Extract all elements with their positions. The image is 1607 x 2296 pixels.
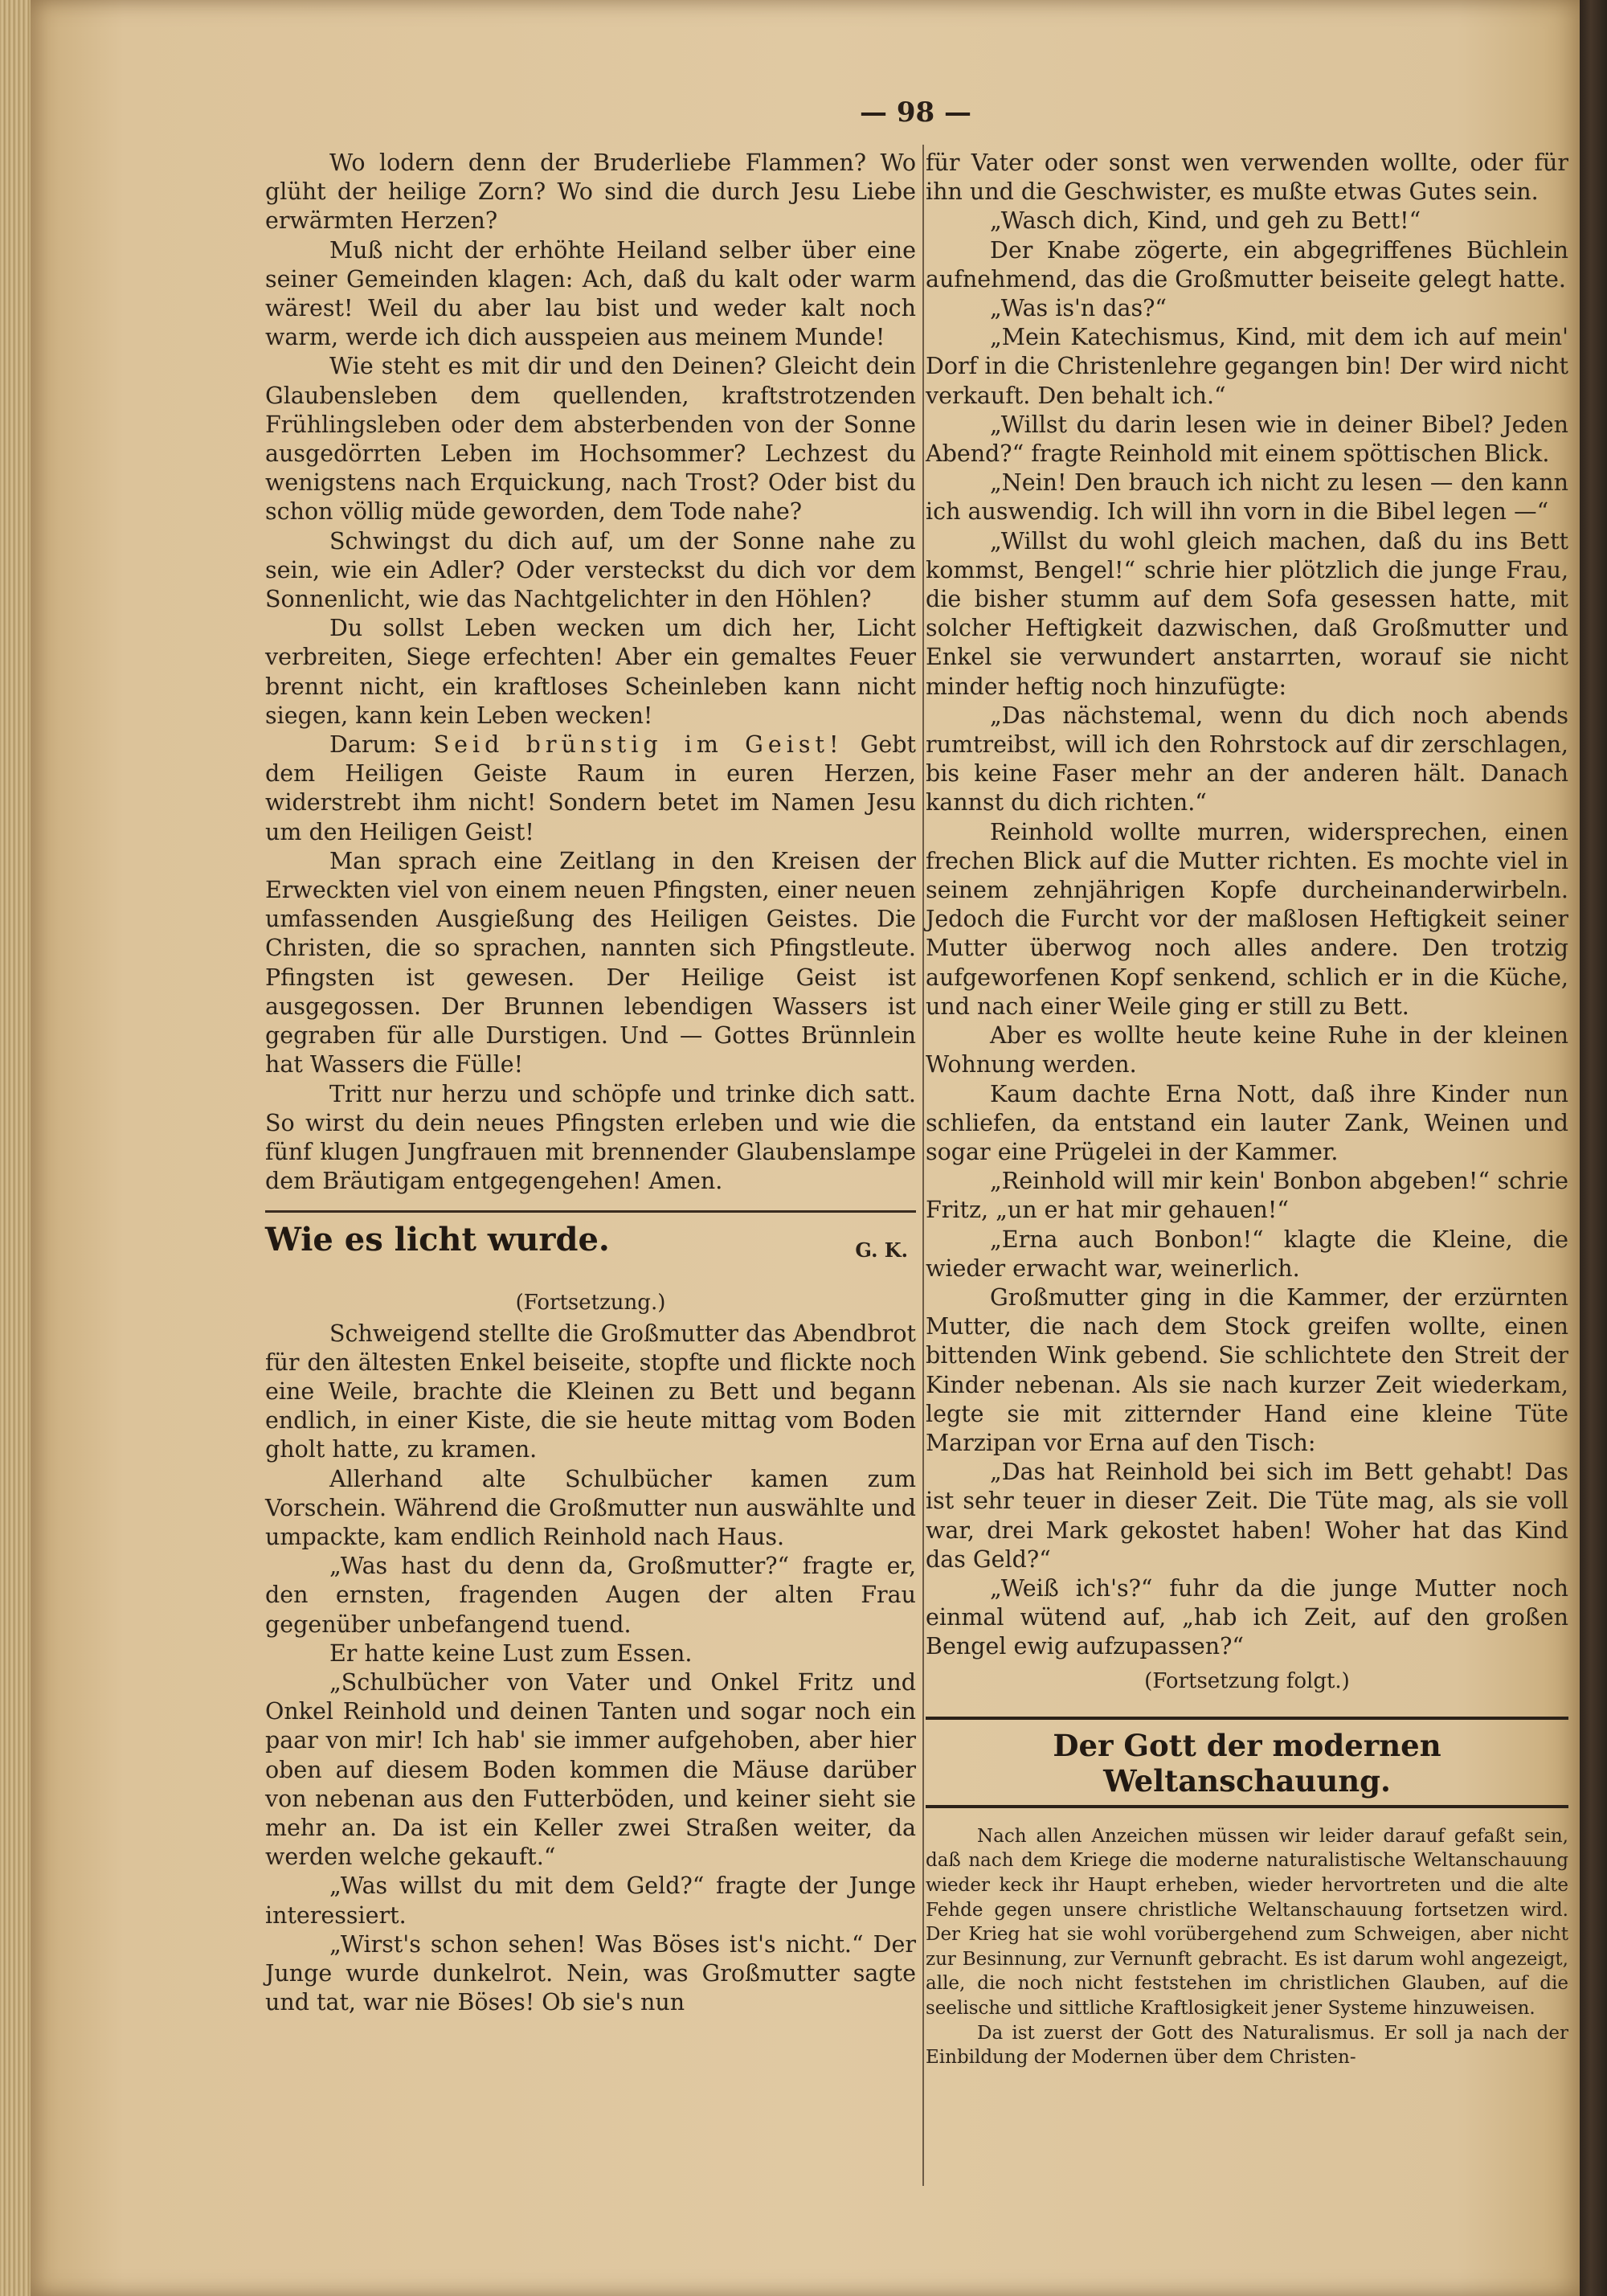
article-paragraph: Nach allen Anzeichen müssen wir leider darauf gefaßt sein, daß nach dem Kriege die moderne naturalistische Weltanschauung wieder keck ihr Haupt erheben, wieder hervortreten und die alte Fehde gegen unsere christliche Weltanschauung fortsetzen wird. Der Krieg hat sie wohl vorübergehend zum Schweigen, aber nicht zur Besinnung, zur Vernunft gebracht. Es ist darum wohl angezeigt, alle, die noch nicht feststehen im christlichen Glauben, auf die seelische und sittliche Kraftlosigkeit jener Systeme hinzuweisen. [926, 1825, 1568, 2019]
sermon-paragraph: Schwingst du dich auf, um der Sonne nahe zu sein, wie ein Adler? Oder versteckst du dich vor dem Sonnenlicht, wie das Nachtgelichter in den Höhlen? [265, 527, 916, 613]
story-paragraph: „Nein! Den brauch ich nicht zu lesen — den kann ich auswendig. Ich will ihn vorn in die Bibel legen —“ [926, 469, 1568, 526]
story-paragraph: „Was hast du denn da, Großmutter?“ fragte er, den ernsten, fragenden Augen der alten Frau gegenüber unbefangend tuend. [265, 1553, 916, 1638]
story-paragraph: Kaum dachte Erna Nott, daß ihre Kinder nun schliefen, da entstand ein lauter Zank, Weinen und sogar eine Prügelei in der Kammer. [926, 1080, 1568, 1165]
story-title: Wie es licht wurde. [265, 1221, 610, 1259]
right-column [926, 149, 1568, 2070]
sermon-paragraph: Wo lodern denn der Bruderliebe Flammen? Wo glüht der heilige Zorn? Wo sind die durch Jesu Liebe erwärmten Herzen? [265, 149, 916, 235]
story-paragraph: „Reinhold will mir kein' Bonbon abgeben!“ schrie Fritz, „un er hat mir gehauen!“ [926, 1168, 1568, 1224]
story-paragraph: für Vater oder sonst wen verwenden wollte, oder für ihn und die Geschwister, es mußte etwas Gutes sein. [926, 149, 1568, 206]
story-paragraph: „Wasch dich, Kind, und geh zu Bett!“ [990, 207, 1421, 235]
story-paragraph: Der Knabe zögerte, ein abgegriffenes Büchlein aufnehmend, das die Großmutter beiseite gelegt hatte. [926, 236, 1568, 293]
story-paragraph: „Erna auch Bonbon!“ klagte die Kleine, die wieder erwacht war, weinerlich. [926, 1226, 1568, 1282]
darum-emphasis: Seid brünstig im Geist! [433, 731, 844, 759]
story-paragraph: Reinhold wollte murren, widersprechen, einen frechen Blick auf die Mutter richten. Es mochte viel in seinem zehnjährigen Kopfe durcheinanderwirbeln. Jedoch die Furcht vor der maßlosen Heftigkeit seiner Mutter überwog noch alles andere. Den trotzig aufgeworfenen Kopf senkend, schlich er in die Küche, und nach einer Weile ging er still zu Bett. [926, 818, 1568, 1020]
binding-edge [1580, 0, 1607, 2296]
story-paragraph: Er hatte keine Lust zum Essen. [329, 1639, 693, 1667]
story-paragraph: „Das nächstemal, wenn du dich noch abends rumtreibst, will ich den Rohrstock auf dir zerschlagen, bis keine Faser mehr an der anderen hält. Danach kannst du dich richten.“ [926, 702, 1568, 816]
story-author: G. K. [855, 1238, 908, 1263]
story-paragraph: „Schulbücher von Vater und Onkel Fritz und Onkel Reinhold und deinen Tanten und sogar noch ein paar von mir! Ich hab' sie immer aufgehoben, aber hier oben auf diesem Boden kommen die Mäuse darüber von nebenan aus den Futterböden, und keiner sieht sie mehr an. Da ist ein Keller zwei Straßen weiter, da werden welche gekauft.“ [265, 1668, 916, 1871]
story-paragraph: Aber es wollte heute keine Ruhe in der kleinen Wohnung werden. [926, 1022, 1568, 1078]
story-paragraph: Großmutter ging in die Kammer, der erzürnten Mutter, die nach dem Stock greifen wollte, einen bittenden Wink gebend. Sie schlichtete den Streit der Kinder nebenan. Als sie nach kurzer Zeit wiederkam, legte sie mit zitternder Hand eine kleine Tüte Marzipan vor Erna auf den Tisch: [926, 1283, 1568, 1456]
story-paragraph: „Wirst's schon sehen! Was Böses ist's nicht.“ Der Junge wurde dunkelrot. Nein, was Großmutter sagte und tat, war nie Böses! Ob sie's nun [265, 1930, 916, 2016]
sermon-paragraph: Muß nicht der erhöhte Heiland selber über eine seiner Gemeinden klagen: Ach, daß du kalt oder warm wärest! Weil du aber lau bist und weder kalt noch warm, werde ich dich ausspeien aus meinem Munde! [265, 236, 916, 351]
article-body [926, 1824, 1568, 2070]
story-paragraph: „Mein Katechismus, Kind, mit dem ich auf mein' Dorf in die Christenlehre gegangen bin! Der wird nicht verkauft. Den behalt ich.“ [926, 324, 1568, 409]
darum-rest: Gebt dem Heiligen Geiste Raum in euren Herzen, widerstrebt ihm nicht! Sondern betet im Namen Jesu um den Heiligen Geist! [265, 731, 916, 845]
story-subhead: (Fortsetzung.) [515, 1291, 666, 1316]
sermon-paragraph: Man sprach eine Zeitlang in den Kreisen der Erweckten viel von einem neuen Pfingsten, einer neuen umfassenden Ausgießung des Heiligen Geistes. Die Christen, die so sprachen, nannten sich Pfingstleute. Pfingsten ist gewesen. Der Heilige Geist ist ausgegossen. Der Brunnen lebendigen Wassers ist gegraben für alle Durstigen. Und — Gottes Brünnlein hat Wassers die Fülle! [265, 847, 916, 1078]
story-paragraph: „Was willst du mit dem Geld?“ fragte der Junge interessiert. [265, 1872, 916, 1929]
story-heading [265, 1210, 916, 1285]
story-paragraph: Allerhand alte Schulbücher kamen zum Vorschein. Während die Großmutter nun auswählte und umpackte, kam endlich Reinhold nach Haus. [265, 1465, 916, 1550]
book-page-stack-edge [0, 0, 32, 2296]
story-paragraph: „Weiß ich's?“ fuhr da die junge Mutter noch einmal wütend auf, „hab ich Zeit, auf den großen Bengel ewig aufzupassen?“ [926, 1574, 1568, 1660]
story-continued-note: (Fortsetzung folgt.) [1144, 1668, 1350, 1693]
story-paragraph: „Willst du wohl gleich machen, daß du ins Bett kommst, Bengel!“ schrie hier plötzlich die junge Frau, die bisher stumm auf dem Sofa gesessen hatte, mit solcher Heftigkeit dazwischen, daß Großmutter und Enkel sie verwundert anstarrten, worauf sie nicht minder heftig noch hinzufügte: [926, 527, 1568, 700]
story-paragraph: „Was is'n das?“ [990, 295, 1167, 322]
darum-lead: Darum: [329, 731, 417, 759]
sermon-paragraph: Du sollst Leben wecken um dich her, Licht verbreiten, Siege erfechten! Aber ein gemaltes Feuer brennt nicht, ein kraftloses Scheinleben kann nicht siegen, kann kein Leben wecken! [265, 615, 916, 729]
story-paragraph: Schweigend stellte die Großmutter das Abendbrot für den ältesten Enkel beiseite, stopfte und flickte noch eine Weile, brachte die Kleinen zu Bett und begann endlich, in einer Kiste, die sie heute mittag vom Boden gholt hatte, zu kramen. [265, 1320, 916, 1463]
column-divider [922, 145, 924, 2186]
page-number: — 98 — [860, 96, 971, 129]
left-column [265, 149, 916, 2017]
sermon-paragraph: Tritt nur herzu und schöpfe und trinke dich satt. So wirst du dein neues Pfingsten erleben und wie die fünf klugen Jungfrauen mit brennender Glaubenslampe dem Bräutigam entgegengehen! Amen. [265, 1080, 916, 1195]
story-paragraph: „Willst du darin lesen wie in deiner Bibel? Jeden Abend?“ fragte Reinhold mit einem spöttischen Blick. [926, 411, 1568, 468]
sermon-paragraph-darum [265, 731, 916, 847]
article-title: Der Gott der modernen Weltanschauung. [926, 1717, 1568, 1808]
article-paragraph: Da ist zuerst der Gott des Naturalismus. Er soll ja nach der Einbildung der Modernen über dem Christen- [926, 2022, 1568, 2069]
sermon-paragraph: Wie steht es mit dir und den Deinen? Gleicht dein Glaubensleben dem quellenden, kraftstrotzenden Frühlingsleben oder dem absterbenden von der Sonne ausgedörrten Leben im Hochsommer? Lechzest du wenigstens nach Erquickung, nach Trost? Oder bist du schon völlig müde geworden, dem Tode nahe? [265, 353, 916, 526]
story-paragraph: „Das hat Reinhold bei sich im Bett gehabt! Das ist sehr teuer in dieser Zeit. Die Tüte mag, als sie voll war, drei Mark gekostet haben! Woher hat das Kind das Geld?“ [926, 1459, 1568, 1573]
